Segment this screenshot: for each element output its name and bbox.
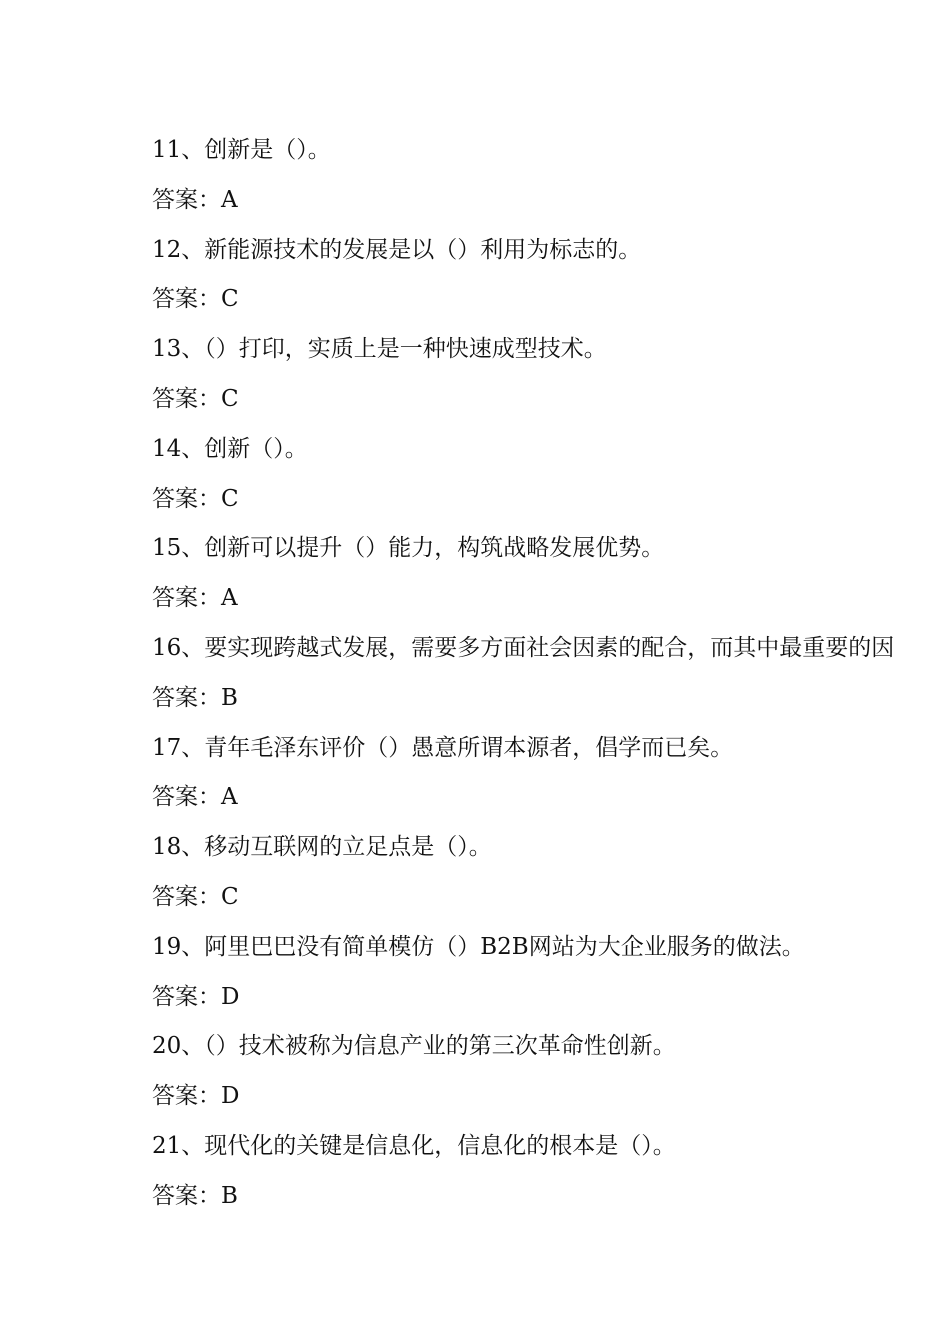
question-14: 14、创新（）。: [152, 435, 308, 462]
question-16: 16、要实现跨越式发展，需要多方面社会因素的配合，而其中最重要的因: [152, 634, 895, 661]
answer-20: 答案：D: [152, 1083, 240, 1110]
answer-14: 答案：C: [152, 485, 239, 512]
question-15: 15、创新可以提升（）能力，构筑战略发展优势。: [152, 535, 665, 562]
answer-13: 答案：C: [152, 385, 239, 412]
question-20: 20、（）技术被称为信息产业的第三次革命性创新。: [152, 1033, 676, 1060]
question-19: 19、阿里巴巴没有简单模仿（）B2B网站为大企业服务的做法。: [152, 933, 805, 960]
answer-21: 答案：B: [152, 1182, 238, 1209]
question-list: [152, 130, 950, 1226]
answer-16: 答案：B: [152, 684, 238, 711]
question-12: 12、新能源技术的发展是以（）利用为标志的。: [152, 236, 642, 263]
question-21: 21、现代化的关键是信息化，信息化的根本是（）。: [152, 1132, 676, 1159]
answer-15: 答案：A: [152, 585, 238, 612]
answer-17: 答案：A: [152, 784, 238, 811]
question-11: 11、创新是（）。: [152, 137, 331, 163]
question-18: 18、移动互联网的立足点是（）。: [152, 834, 492, 861]
answer-18: 答案：C: [152, 883, 239, 910]
answer-19: 答案：D: [152, 983, 240, 1010]
question-13: 13、（）打印，实质上是一种快速成型技术。: [152, 336, 607, 363]
answer-12: 答案：C: [152, 286, 239, 313]
question-17: 17、青年毛泽东评价（）愚意所谓本源者，倡学而已矣。: [152, 734, 734, 761]
answer-11: 答案：A: [152, 186, 238, 213]
